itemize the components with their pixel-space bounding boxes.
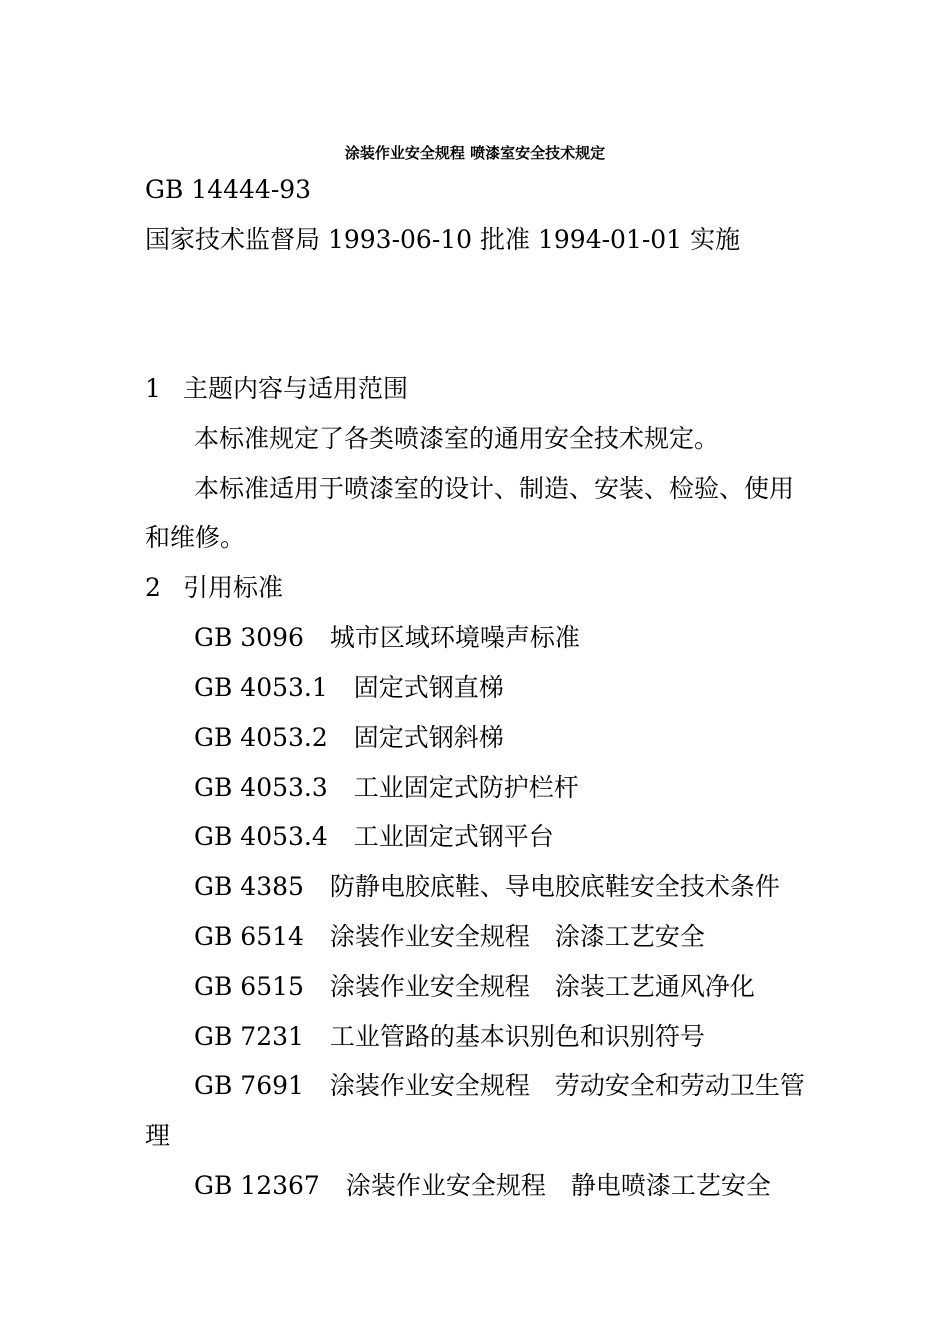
reference-item	[194, 921, 705, 953]
paragraph-continuation: 和维修。	[145, 523, 246, 552]
reference-code: GB 4053.2	[194, 723, 328, 752]
reference-item	[194, 1070, 805, 1102]
section-1-heading	[145, 373, 408, 405]
reference-item	[194, 871, 780, 903]
reference-code: GB 12367	[194, 1171, 320, 1200]
reference-item	[194, 971, 755, 1003]
reference-item	[194, 622, 580, 654]
reference-title: 防静电胶底鞋、导电胶底鞋安全技术条件	[329, 872, 780, 901]
approval-line: 国家技术监督局 1993-06-10 批准 1994-01-01 实施	[145, 225, 741, 254]
reference-code: GB 3096	[194, 623, 304, 652]
section-number: 2	[145, 573, 161, 602]
reference-title: 工业固定式钢平台	[353, 822, 554, 851]
reference-title: 固定式钢斜梯	[353, 723, 504, 752]
reference-code: GB 4053.4	[194, 822, 328, 851]
reference-code: GB 4385	[194, 872, 304, 901]
reference-item	[194, 722, 504, 754]
reference-title: 工业管路的基本识别色和识别符号	[329, 1022, 705, 1051]
section-2-heading	[145, 572, 283, 604]
reference-item	[194, 1170, 771, 1202]
section-title: 主题内容与适用范围	[183, 374, 409, 403]
reference-item	[194, 772, 579, 804]
reference-title: 固定式钢直梯	[353, 673, 504, 702]
reference-item	[194, 1021, 705, 1053]
reference-code: GB 7231	[194, 1022, 304, 1051]
reference-item	[194, 672, 504, 704]
reference-title: 工业固定式防护栏杆	[353, 773, 579, 802]
section-number: 1	[145, 374, 161, 403]
reference-title: 涂装作业安全规程 涂漆工艺安全	[329, 922, 705, 951]
paragraph: 本标准适用于喷漆室的设计、制造、安装、检验、使用	[194, 474, 795, 503]
standard-code: GB 14444-93	[145, 175, 312, 204]
document-title: 涂装作业安全规程 喷漆室安全技术规定	[344, 144, 606, 162]
reference-code: GB 4053.1	[194, 673, 328, 702]
reference-code: GB 6514	[194, 922, 304, 951]
reference-code: GB 6515	[194, 972, 304, 1001]
reference-title: 涂装作业安全规程 涂装工艺通风净化	[329, 972, 755, 1001]
reference-title: 城市区域环境噪声标准	[329, 623, 580, 652]
reference-title: 涂装作业安全规程 静电喷漆工艺安全	[345, 1171, 771, 1200]
reference-item	[194, 821, 554, 853]
paragraph: 本标准规定了各类喷漆室的通用安全技术规定。	[194, 424, 720, 453]
reference-code: GB 4053.3	[194, 773, 328, 802]
section-title: 引用标准	[183, 573, 284, 602]
reference-title: 涂装作业安全规程 劳动安全和劳动卫生管	[329, 1071, 805, 1100]
reference-continuation: 理	[145, 1121, 171, 1150]
reference-code: GB 7691	[194, 1071, 304, 1100]
